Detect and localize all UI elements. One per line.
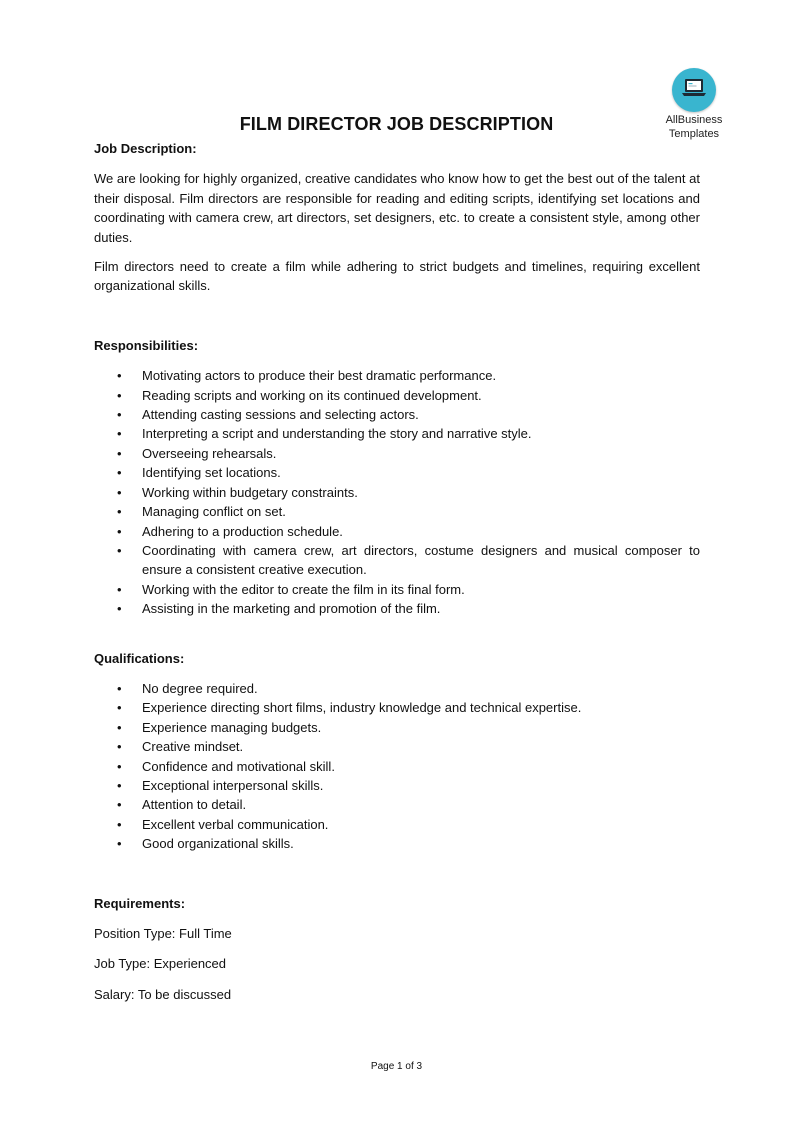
responsibilities-heading: Responsibilities: <box>94 337 199 353</box>
list-item: • Assisting in the marketing and promotion of the film. <box>94 599 700 618</box>
document-title: FILM DIRECTOR JOB DESCRIPTION <box>239 114 554 134</box>
list-item: • Excellent verbal communication. <box>94 815 700 834</box>
list-item: • Experience directing short films, industry knowledge and technical expertise. <box>94 698 700 717</box>
list-item: • Working within budgetary constraints. <box>94 483 700 502</box>
list-item: • Motivating actors to produce their best dramatic performance. <box>94 366 700 385</box>
list-item: • Good organizational skills. <box>94 834 700 853</box>
list-item: • Creative mindset. <box>94 737 700 756</box>
position-type: Position Type: Full Time <box>94 926 232 941</box>
logo-text-line1: AllBusiness <box>665 114 723 126</box>
laptop-icon <box>672 68 716 112</box>
responsibilities-list <box>94 366 700 618</box>
qualifications-heading: Qualifications: <box>94 650 185 666</box>
list-item: • No degree required. <box>94 679 700 698</box>
document-body <box>94 139 700 1004</box>
list-item: • Attending casting sessions and selecting actors. <box>94 405 700 424</box>
list-item: • Managing conflict on set. <box>94 502 700 521</box>
list-item: • Overseeing rehearsals. <box>94 444 700 463</box>
job-description-paragraph-1: We are looking for highly organized, creative candidates who know how to get the best out of the talent at their disposal. Film directors are responsible for reading and editing scripts, identifying set locations and coordinating with camera crew, art directors, set designers, etc. to create a consistent style, among other duties. <box>94 171 700 245</box>
list-item: • Identifying set locations. <box>94 463 700 482</box>
list-item: • Working with the editor to create the film in its final form. <box>94 580 700 599</box>
requirements-heading: Requirements: <box>94 895 186 911</box>
list-item: • Experience managing budgets. <box>94 718 700 737</box>
list-item: • Exceptional interpersonal skills. <box>94 776 700 795</box>
list-item: • Coordinating with camera crew, art directors, costume designers and musical composer to ensure a consistent creative execution. <box>94 541 700 580</box>
job-type: Job Type: Experienced <box>94 956 227 972</box>
qualifications-list <box>94 679 700 854</box>
logo-text-line2: Templates <box>668 128 720 140</box>
job-description-heading: Job Description: <box>94 141 197 156</box>
list-item: • Reading scripts and working on its continued development. <box>94 386 700 405</box>
job-description-paragraph-2: Film directors need to create a film while adhering to strict budgets and timelines, requiring excellent organizational skills. <box>94 259 700 294</box>
list-item: • Adhering to a production schedule. <box>94 522 700 541</box>
page-number: Page 1 of 3 <box>370 1061 423 1072</box>
salary: Salary: To be discussed <box>94 986 232 1002</box>
list-item: • Interpreting a script and understanding the story and narrative style. <box>94 424 700 443</box>
list-item: • Confidence and motivational skill. <box>94 757 700 776</box>
list-item: • Attention to detail. <box>94 795 700 814</box>
